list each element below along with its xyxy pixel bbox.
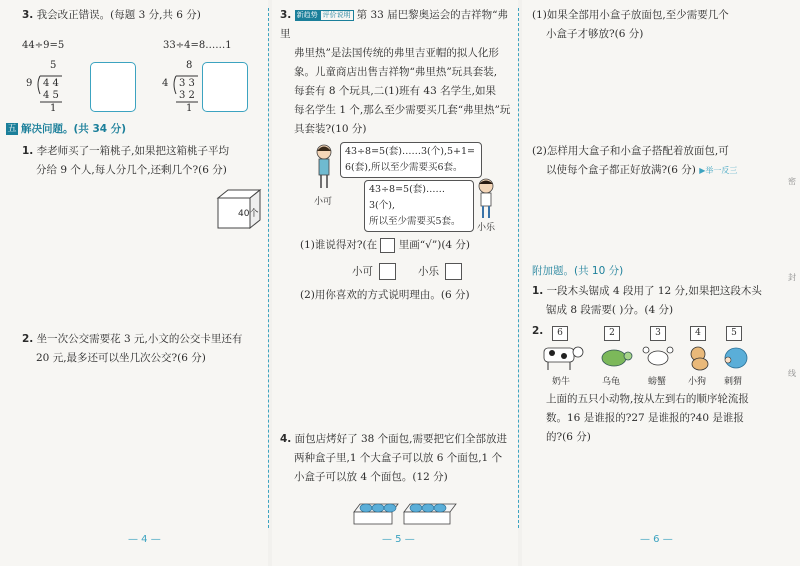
- page-number: — 5 —: [382, 534, 415, 545]
- question-text: 面包店烤好了 38 个面包,需要把它们全部放进: [294, 433, 508, 445]
- question-text: 小盒子才够放?(6 分): [546, 28, 644, 40]
- question-text: 一段木头锯成 4 段用了 12 分,如果把这段木头: [546, 285, 762, 297]
- question-text: 锯成 8 段需要( )分。(4 分): [546, 304, 674, 316]
- peach-box-illustration: [214, 186, 264, 232]
- name-label: 小乐: [477, 223, 496, 233]
- question-text: 我会改正错误。(每题 3 分,共 6 分): [36, 9, 201, 21]
- extension-tag: ▶举一反三: [699, 166, 738, 175]
- number-box: 2: [604, 326, 620, 341]
- animal-name: 乌龟: [602, 377, 621, 387]
- seal-line-char: 线: [788, 369, 796, 378]
- question-text: 上面的五只小动物,按从左到右的顺序轮流报: [546, 393, 749, 405]
- page-number: — 4 —: [128, 534, 161, 545]
- question-text: 第 33 届巴黎奥运会的吉祥物“弗里: [280, 9, 509, 40]
- question-text: 弗里热”是法国传统的弗里吉亚帽的拟人化形: [294, 47, 499, 59]
- bread-boxes-illustration: [352, 498, 460, 528]
- check-box-sample: [380, 238, 395, 253]
- question-text: 坐一次公交需要花 3 元,小文的公交卡里还有: [36, 333, 243, 345]
- dog-icon: [691, 347, 708, 370]
- question-text: 数。16 是谁报的?27 是谁报的?40 是谁报: [546, 412, 744, 424]
- question-text: 分给 9 个人,每人分几个,还剩几个?(6 分): [36, 164, 227, 176]
- evaluation-tag: 评价说明: [320, 10, 354, 21]
- number-box: 4: [690, 326, 706, 341]
- answer-box[interactable]: [90, 62, 136, 112]
- animal-row: [542, 324, 752, 388]
- number-box: 3: [650, 326, 666, 341]
- question-text: 象。儿童商店出售吉祥物“弗里热”玩具套装,: [294, 66, 498, 78]
- section-title: 解决问题。(共 34 分): [21, 123, 127, 135]
- animal-name: 奶牛: [552, 377, 571, 387]
- boy-figure: [474, 176, 498, 220]
- long-division-2: 8 4 3 3 3 2 1: [158, 60, 218, 120]
- speech-bubble-2: 43÷8=5(套)……3(个), 所以至少需要买5套。: [364, 180, 474, 232]
- question-text: 李老师买了一箱桃子,如果把这箱桃子平均: [36, 145, 229, 157]
- girl-icon: [312, 142, 336, 192]
- wrong-equation-2: 33÷4=8……1: [163, 40, 232, 51]
- bonus-title: 附加题。(共 10 分): [532, 265, 624, 277]
- long-division-1: 5 9 4 4 4 5 1: [22, 60, 82, 120]
- question-text: (2)怎样用大盒子和小盒子搭配着放面包,可: [532, 145, 729, 157]
- speech-bubble-1: 43÷8=5(套)……3(个),5+1= 6(套),所以至少需要买6套。: [340, 142, 482, 178]
- girl-figure: [312, 142, 336, 192]
- number-box: 5: [726, 326, 742, 341]
- column-divider: [518, 8, 519, 528]
- question-text: 20 元,最多还可以坐几次公交?(6 分): [36, 352, 206, 364]
- check-label: 小乐: [418, 265, 439, 278]
- animal-name: 螃蟹: [648, 377, 667, 387]
- number-box: 6: [552, 326, 568, 341]
- boy-icon: [474, 176, 498, 220]
- question-text: 两种盒子里,1 个大盒子可以放 6 个面包,1 个: [294, 452, 503, 464]
- box-label: 40个: [238, 209, 259, 219]
- animal-name: 小狗: [688, 377, 707, 387]
- question-text: (2)用你喜欢的方式说明理由。(6 分): [300, 289, 470, 301]
- animals-illustration: [542, 342, 752, 372]
- question-number: 3.: [22, 9, 34, 21]
- wrong-equation-1: 44÷9=5: [22, 40, 65, 51]
- seal-line-char: 密: [788, 177, 796, 186]
- answer-box[interactable]: [202, 62, 248, 112]
- bread-box-icon: [352, 498, 460, 528]
- question-text: 小盒子可以放 4 个面包。(12 分): [294, 471, 448, 483]
- question-text: 具套装?(10 分): [294, 123, 367, 135]
- cow-icon: [544, 347, 583, 370]
- page-number: — 6 —: [640, 534, 673, 545]
- question-text: 每名学生 1 个,那么至少需要买几套“弗里热”玩: [294, 104, 511, 116]
- check-label: 小可: [352, 265, 373, 278]
- crab-icon: [643, 347, 673, 365]
- question-text: 里画“√”)(4 分): [398, 239, 471, 251]
- question-text: (1)如果全部用小盒子放面包,至少需要几个: [532, 9, 729, 21]
- turtle-icon: [602, 350, 632, 366]
- name-label: 小可: [314, 197, 333, 207]
- question-text: 的?(6 分): [546, 431, 591, 443]
- question-text: 每套有 8 个玩具,二(1)班有 43 名学生,如果: [294, 85, 496, 97]
- check-box-xiaoke[interactable]: [379, 263, 396, 280]
- column-divider: [268, 8, 269, 528]
- trend-tag: 新趋势: [296, 10, 318, 19]
- hedgehog-icon: [725, 348, 747, 368]
- animal-name: 刺猬: [724, 377, 743, 387]
- check-box-xiaole[interactable]: [445, 263, 462, 280]
- question-text: 以使每个盒子都正好放满?(6 分): [546, 164, 696, 176]
- seal-line-char: 封: [788, 273, 796, 282]
- question-text: (1)谁说得对?(在: [300, 239, 378, 251]
- section-badge: 五: [7, 124, 17, 134]
